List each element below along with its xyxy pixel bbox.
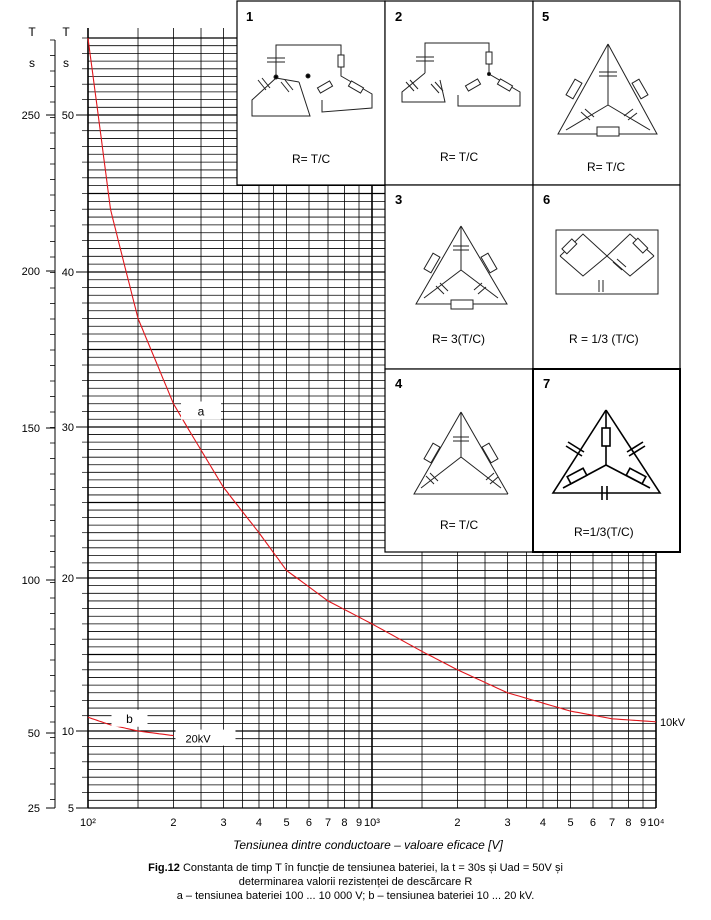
cell-4-number: 4 — [395, 376, 403, 391]
x-axis — [80, 817, 665, 852]
cell-4-formula: R= T/C — [440, 518, 479, 532]
outer-y-tick-label: 250 — [21, 110, 40, 122]
x-tick-label: 8 — [625, 817, 632, 829]
x-tick-label: 3 — [504, 817, 511, 829]
x-tick-label: 9 — [639, 817, 647, 829]
inner-y-tick-label: 30 — [61, 422, 74, 434]
outer-y-unit-bottom: s — [29, 56, 35, 70]
inner-y-tick-label: 5 — [67, 803, 74, 815]
cell-3-number: 3 — [395, 192, 403, 207]
cell-5-number: 5 — [542, 9, 550, 24]
x-tick-label: 2 — [170, 817, 177, 829]
x-tick-label: 5 — [567, 817, 574, 829]
x-tick-label: 5 — [283, 817, 290, 829]
inner-y-unit-top: T — [62, 25, 70, 39]
x-tick-label: 7 — [324, 817, 332, 829]
x-tick-label: 6 — [305, 817, 313, 829]
x-tick-label: 4 — [255, 817, 263, 829]
inner-y-tick-label: 40 — [61, 267, 74, 279]
inner-y-tick-label: 10 — [61, 726, 74, 738]
cell-1-formula: R= T/C — [292, 152, 331, 166]
x-tick-label: 7 — [608, 817, 616, 829]
x-tick-label: 10⁴ — [647, 817, 665, 829]
x-axis-title: Tensiunea dintre conductoare – valoare eficace [V] — [233, 838, 503, 852]
inner-y-unit-bottom: s — [63, 56, 69, 70]
cell-5-formula: R= T/C — [587, 160, 626, 174]
x-tick-label: 10³ — [364, 817, 380, 829]
cell-3-formula: R= 3(T/C) — [432, 332, 486, 346]
series-b-letter: b — [126, 711, 133, 726]
inner-y-tick-label: 20 — [61, 573, 74, 585]
x-tick-label: 4 — [539, 817, 547, 829]
outer-y-tick-label: 25 — [27, 803, 40, 815]
x-tick-label: 6 — [589, 817, 597, 829]
caption-line-1 — [0, 861, 711, 875]
outer-y-tick-label: 100 — [21, 575, 40, 587]
y-axes — [22, 25, 88, 815]
x-tick-label: 9 — [355, 817, 363, 829]
x-tick-label: 3 — [220, 817, 227, 829]
cell-7-formula: R=1/3(T/C) — [574, 525, 634, 539]
cell-1-number: 1 — [246, 9, 254, 24]
resistor-diagrams — [237, 1, 680, 552]
x-tick-label: 10² — [80, 817, 96, 829]
cell-2-number: 2 — [395, 9, 403, 24]
cell-5-frame — [533, 1, 680, 185]
outer-y-tick-label: 200 — [21, 266, 40, 278]
cell-7-number: 7 — [543, 376, 551, 391]
outer-y-tick-label: 150 — [21, 423, 40, 435]
caption-line-2: determinarea valorii rezistenței de descărcare R — [238, 876, 473, 888]
x-tick-label: 8 — [341, 817, 348, 829]
cell-6-formula: R = 1/3 (T/C) — [569, 332, 639, 346]
series-a-end-label: 10kV — [660, 716, 686, 729]
inner-y-tick-label: 50 — [61, 110, 74, 122]
caption-line-3: a – tensiunea bateriei 100 ... 10 000 V; b – tensiunea bateriei 10 ... 20 kV. — [176, 890, 535, 902]
cell-2-formula: R= T/C — [440, 150, 479, 164]
caption-fig-label: Fig.12 — [148, 862, 180, 874]
series-b-end-label: 20kV — [185, 733, 211, 746]
cell-6-number: 6 — [543, 192, 551, 207]
outer-y-unit-top: T — [28, 25, 36, 39]
x-tick-label: 2 — [454, 817, 461, 829]
outer-y-tick-label: 50 — [27, 728, 40, 740]
figure-caption — [0, 861, 711, 903]
caption-line-1-text: Constanta de timp T în funcție de tensiunea bateriei, la t = 30s și Uad = 50V și — [179, 862, 563, 874]
series-a-letter: a — [197, 404, 205, 419]
